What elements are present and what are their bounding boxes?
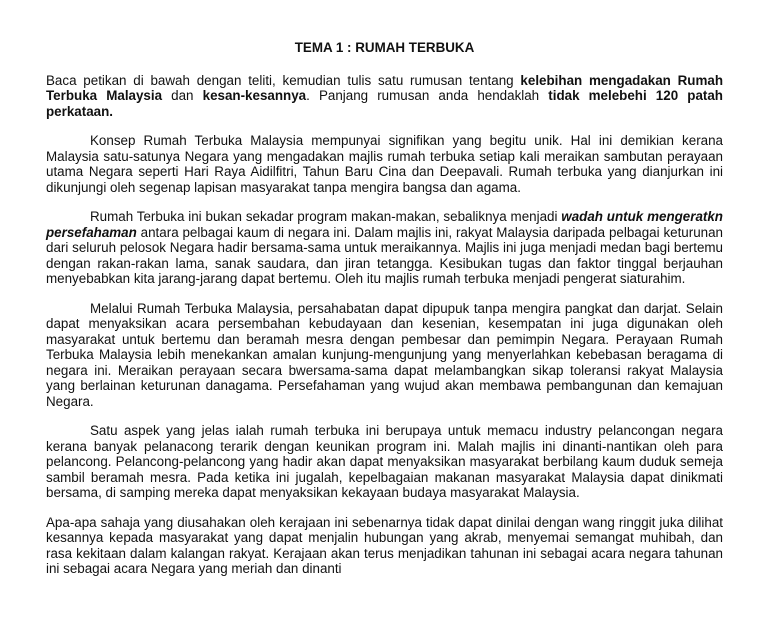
instruction-emphasis-3: tidak melebehi 120 patah perkataan. bbox=[46, 88, 723, 119]
instruction-emphasis-1: kelebihan mengadakan Rumah Terbuka Malaysia bbox=[46, 72, 724, 103]
instruction-paragraph bbox=[46, 73, 723, 120]
paragraph-2-text-a: Rumah Terbuka ini bukan sekadar program makan-makan, sebaliknya menjadi bbox=[90, 209, 562, 224]
paragraph-5: Apa-apa sahaja yang diusahakan oleh kerajaan ini sebenarnya tidak dapat dinilai dengan wang ringgit juka dilihat kesannya kepada masyarakat yang dapat menjalin hubungan yang akrab, menyemai semangat muhibah, dan rasa kekitaan dalam kalangan rakyat. Kerajaan akan terus menjadikan tahunan ini sebagai acara negara tahunan ini sebagai acara Negara yang meriah dan dinanti bbox=[46, 514, 723, 576]
paragraph-2-text-b: antara pelbagai kaum di negara ini. Dalam majlis ini, rakyat Malaysia daripada pelbagai keturunan dari seluruh pelosok Negara hadir bersama-sama untuk meraikannya. Majlis ini juga menjadi medan bagi bertemu dengan rakan-rakan lama, sanak saudara, dan jiran tetangga. Kesibukan tugas dan faktor tinggal berjauhan menyebabkan kita jarang-jarang dapat bertemu. Oleh itu majlis rumah terbuka menjadi pengerat siaturahim. bbox=[46, 224, 723, 286]
paragraph-1: Konsep Rumah Terbuka Malaysia mempunyai signifikan yang begitu unik. Hal ini demikian kerana Malaysia satu-satunya Negara yang mengadakan majlis rumah terbuka setiap kali meraikan sambutan perayaan utama Negara seperti Hari Raya Aidilfitri, Tahun Baru Cina dan Deepavali. Rumah terbuka yang dianjurkan ini dikunjungi oleh segenap lapisan masyarakat tanpa mengira bangsa dan agama. bbox=[46, 133, 723, 195]
document-page bbox=[46, 40, 723, 577]
instruction-text-1: Baca petikan di bawah dengan teliti, kemudian tulis satu rumusan tentang bbox=[46, 72, 521, 88]
paragraph-2 bbox=[46, 209, 723, 287]
paragraph-2-emphasis: wadah untuk mengeratkn persefahaman bbox=[46, 209, 723, 240]
document-title: TEMA 1 : RUMAH TERBUKA bbox=[294, 40, 475, 55]
instruction-text-2: dan bbox=[162, 88, 203, 103]
paragraph-3: Melalui Rumah Terbuka Malaysia, persahabatan dapat dipupuk tanpa mengira pangkat dan darjat. Selain dapat menyaksikan acara persembahan kebudayaan dan kesenian, kesempatan ini juga digunakan oleh masyarakat untuk bertemu dan beramah mesra dengan pembesar dan pemimpin Negara. Perayaan Rumah Terbuka Malaysia lebih menekankan amalan kunjung-mengunjung yang menyerlahkan kebebasan beragama di negara ini. Meraikan perayaan secara bwersama-sama dapat melambangkan sikap toleransi rakyat Malaysia yang berlainan keturunan danagama. Persefahaman yang wujud akan membawa pembangunan dan kemajuan Negara. bbox=[46, 300, 723, 409]
instruction-text-3: . Panjang rumusan anda hendaklah bbox=[306, 88, 549, 103]
paragraph-4: Satu aspek yang jelas ialah rumah terbuka ini berupaya untuk memacu industry pelancongan negara kerana banyak pelanacong terarik dengan keunikan program ini. Malah majlis ini dinanti-nantikan oleh para pelancong. Pelancong-pelancong yang hadir akan dapat menyaksikan masyarakat berbilang kaum duduk semeja sambil beramah mesra. Pada ketika ini jugalah, kepelbagaian makanan masyarakat Malaysia dapat dinikmati bersama, di samping mereka dapat menyaksikan kekayaan budaya masyarakat Malaysia. bbox=[46, 423, 723, 500]
instruction-emphasis-2: kesan-kesannya bbox=[202, 88, 307, 103]
